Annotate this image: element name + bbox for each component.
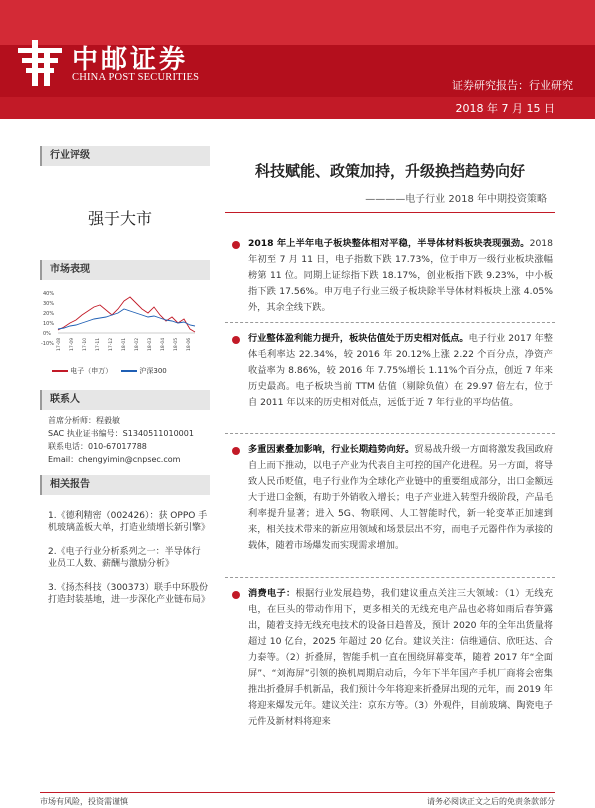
paragraph-lead: 消费电子： (248, 588, 296, 599)
bullet-icon (232, 241, 240, 249)
title-divider (225, 212, 555, 213)
bullet-icon (232, 336, 240, 344)
related-report-link[interactable]: 1.《德利精密（002426）：获 OPPO 手机玻璃盖板大单，打造业绩增长新引擎》 (48, 511, 211, 533)
related-reports-heading: 相关报告 (40, 475, 210, 495)
chart-legend (52, 366, 167, 376)
related-report-link[interactable]: 3.《扬杰科技（300373）联手中环股份打造封装基地，进一步深化产业链布局》 (48, 583, 211, 605)
market-heading: 市场表现 (40, 260, 210, 280)
y-tick: 30% (43, 301, 55, 307)
section-divider (225, 433, 555, 435)
x-tick: 18-04 (161, 337, 166, 351)
paragraph-text: 2018 年初至 7 月 11 日，电子指数下跌 17.73%，位于申万一级行业板块涨幅榜第 11 位。同期上证综指下跌 18.17%，创业板指下跌 9.23%，中小板指下跌 17.56%。申万电子行业三级子板块除半导体材料板块上涨 4.05%外，其余全线下跌。 (248, 238, 553, 313)
summary-paragraph (248, 236, 553, 316)
company-name-cn: 中邮证券 (72, 45, 189, 75)
x-tick: 18-01 (122, 337, 127, 351)
company-name-en: CHINA POST SECURITIES (72, 72, 200, 83)
x-tick: 17-11 (96, 337, 101, 351)
report-subtitle: ————电子行业 2018 年中期投资策略 (365, 194, 547, 205)
bullet-icon (232, 591, 240, 599)
paragraph-lead: 多重因素叠加影响，行业长期趋势向好。 (248, 444, 415, 455)
legend-swatch-csi300 (121, 370, 137, 372)
x-tick: 18-06 (187, 337, 192, 351)
contact-email: Email：chengyimin@cnpsec.com (48, 455, 181, 464)
series-electronics-line (58, 297, 195, 332)
china-post-logo-icon (18, 40, 62, 86)
x-tick: 18-03 (148, 337, 153, 351)
rating-heading: 行业评级 (40, 146, 210, 166)
industry-rating: 强于大市 (88, 209, 153, 228)
paragraph-lead: 行业整体盈利能力提升，板块估值处于历史相对低点。 (248, 333, 469, 344)
analyst-name: 首席分析师：程毅敏 (48, 416, 120, 425)
disclaimer-notice: 请务必阅读正文之后的免责条款部分 (427, 797, 555, 806)
document-type: 证券研究报告：行业研究 (452, 79, 573, 92)
related-report-link[interactable]: 2.《电子行业分析系列之一：半导体行业员工人数、薪酬与激励分析》 (48, 547, 201, 569)
risk-notice: 市场有风险，投资需谨慎 (40, 797, 128, 806)
bullet-icon (232, 447, 240, 455)
x-tick: 18-02 (135, 337, 140, 351)
x-tick: 17-10 (83, 337, 88, 351)
legend-label-csi300: 沪深300 (139, 367, 167, 375)
legend-label-electronics: 电子（申万） (70, 367, 113, 375)
summary-paragraph (248, 442, 553, 554)
y-tick: 40% (43, 291, 55, 297)
paragraph-text: 贸易战升级一方面将激发我国政府自上而下推动，以电子产业为代表自主可控的国产化进程。另一方面，将导致人民币贬值，电子行业作为全球化产业链中的重要组成部分，出口金额远大于进口金额，有助于外销收入增长；电子产业进入转型升级阶段，产品毛利率提升显著；进入 5G、物联网、人工智能时代，新一轮变革正加速到来，相关技术带来的新应用领域和场景层出不穷，而电子元器件作为承接的载体，随着市场爆发而实现需求增加。 (248, 444, 554, 551)
market-performance-chart (40, 285, 210, 365)
footer-divider (40, 792, 555, 793)
contact-heading: 联系人 (40, 390, 210, 410)
section-divider (225, 322, 555, 324)
legend-swatch-electronics (52, 370, 68, 372)
x-tick: 17-09 (70, 337, 75, 351)
y-tick: 20% (43, 311, 55, 317)
y-tick: -10% (41, 341, 54, 347)
y-tick: 0% (43, 331, 51, 337)
x-tick: 17-08 (57, 337, 62, 351)
report-date: 2018 年 7 月 15 日 (455, 102, 555, 115)
sac-certificate: SAC 执业证书编号：S1340511010001 (48, 429, 194, 438)
report-title: 科技赋能、政策加持，升级换挡趋势向好 (254, 162, 525, 180)
x-tick: 18-05 (174, 337, 179, 351)
x-tick: 17-12 (109, 337, 114, 351)
summary-paragraph (248, 331, 553, 411)
contact-phone: 联系电话：010-67017788 (48, 442, 147, 451)
y-tick: 10% (43, 321, 55, 327)
summary-paragraph (248, 586, 553, 786)
paragraph-lead: 2018 年上半年电子板块整体相对平稳，半导体材料板块表现强劲。 (248, 238, 530, 249)
paragraph-text: 根据行业发展趋势，我们建议重点关注三大领域：（1）无线充电，在巨头的带动作用下，更多相关的无线充电产品也必将如雨后春笋露出，随着支持无线充电技术的设备日趋普及，预计 2020 年的全年出货量将超过 10 亿台，2025 年超过 20 亿台。建议关注：信维通信、欣旺达、合力泰等。（2）折叠屏，智能手机一直在围绕屏幕变革，随着 2017 年“全面屏”、“刘海屏”引领的换机周期启动后，今年下半年国产手机厂商将会密集推出折叠屏手机新品，我们预计今年将迎来折叠屏出现的元年，而 2019 年将迎来爆发元年。建议关注：京东方等。（3）外观件，目前玻璃、陶瓷电子元件及新材料将迎来 (248, 588, 553, 727)
paragraph-text: 电子行业 2017 年整体毛利率达 22.34%，较 2016 年 20.12%上涨 2.22 个百分点，净资产收益率为 8.86%，较 2016 年 7.75%增长 1.11%个百分点，创近 7 年来历史最高。电子板块当前 TTM 估值（剔除负值）在 29.97 倍左右，位于自 2011 年以来的历史相对低点，远低于近 7 年行业的平均估值。 (248, 333, 553, 408)
section-divider (225, 577, 555, 579)
